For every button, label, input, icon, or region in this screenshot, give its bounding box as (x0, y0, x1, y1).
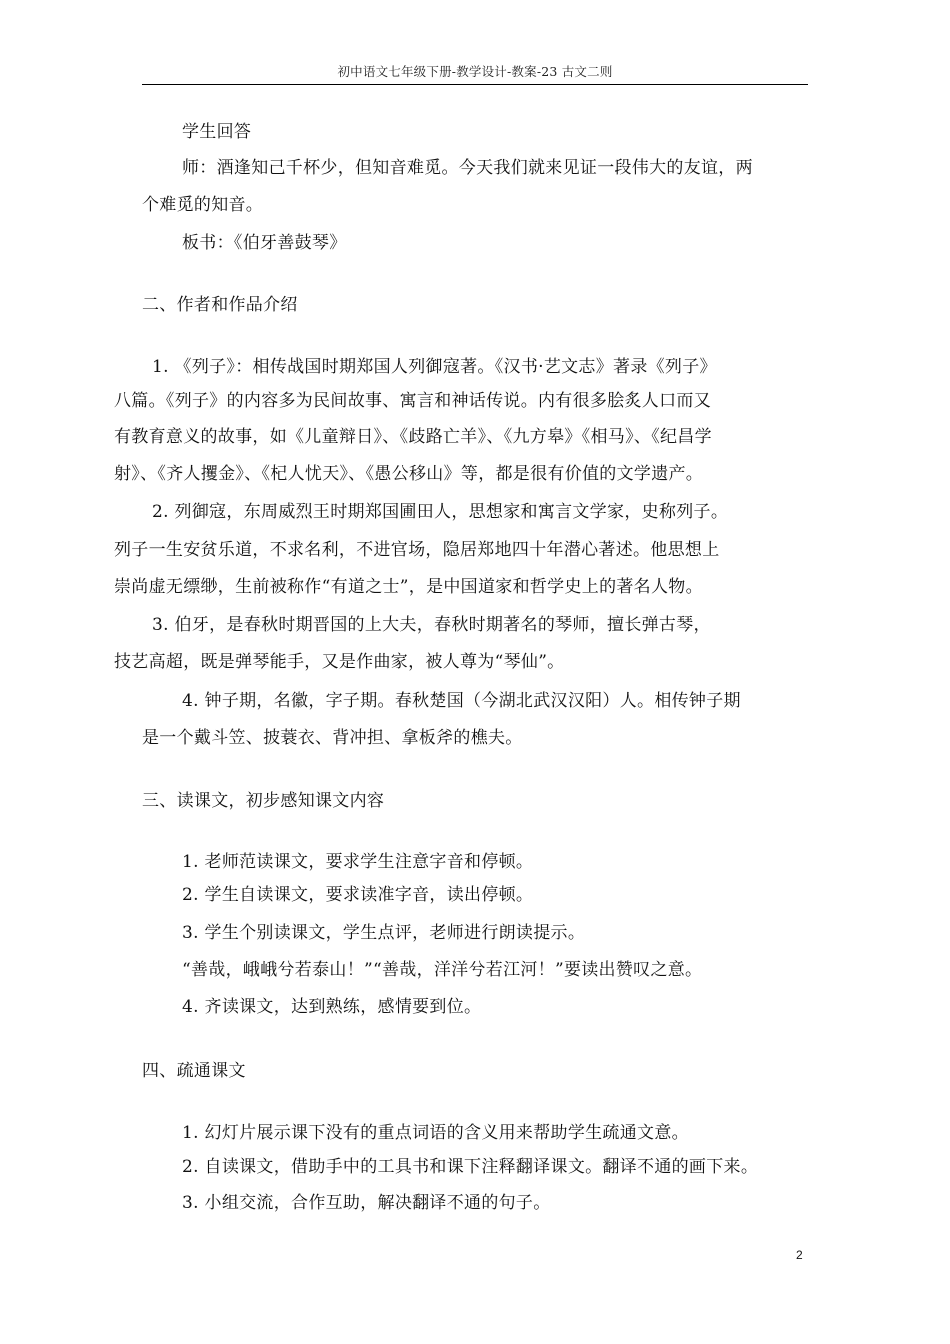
text-line-quote: “善哉，峨峨兮若泰山！”“善哉，洋洋兮若江河！”要读出赞叹之意。 (182, 960, 703, 980)
page-number: 2 (796, 1248, 803, 1262)
section-heading-author-works: 二、作者和作品介绍 (142, 295, 298, 315)
text-line-zhongziqi-2: 是一个戴斗笠、披蓑衣、背冲担、拿板斧的樵夫。 (142, 728, 523, 748)
text-line-student-answer: 学生回答 (182, 122, 252, 142)
text-line-liezi-2: 八篇。《列子》的内容多为民间故事、寓言和神话传说。内有很多脍炙人口而又 (114, 391, 711, 411)
list-item-understanding-3: 3. 小组交流，合作互助，解决翻译不通的句子。 (182, 1193, 551, 1213)
list-item-reading-3: 3. 学生个别读课文，学生点评，老师进行朗读提示。 (182, 923, 586, 943)
text-line-lieyukou-2: 列子一生安贫乐道，不求名利，不进官场，隐居郑地四十年潜心著述。他思想上 (114, 540, 720, 560)
text-line-lieyukou-3: 崇尚虚无缥缈，生前被称作“有道之士”，是中国道家和哲学史上的著名人物。 (114, 577, 703, 597)
text-line-liezi-4: 射》、《齐人攫金》、《杞人忧天》、《愚公移山》等，都是很有价值的文学遗产。 (114, 464, 704, 484)
header-rule (142, 84, 808, 85)
text-line-boya-2: 技艺高超，既是弹琴能手，又是作曲家，被人尊为“琴仙”。 (114, 652, 565, 672)
text-line-liezi-3: 有教育意义的故事，如《儿童辩日》、《歧路亡羊》、《九方皋》《相马》、《纪昌学 (114, 427, 712, 447)
running-header: 初中语文七年级下册-教学设计-教案-23 古文二则 (337, 64, 613, 79)
list-item-reading-2: 2. 学生自读课文，要求读准字音，读出停顿。 (182, 885, 534, 905)
list-item-understanding-2: 2. 自读课文，借助手中的工具书和课下注释翻译课文。翻译不通的画下来。 (182, 1157, 759, 1177)
section-heading-understanding: 四、疏通课文 (142, 1061, 246, 1081)
list-item-reading-1: 1. 老师范读课文，要求学生注意字音和停顿。 (182, 852, 534, 872)
text-line-zhongziqi-1: 4. 钟子期，名徽，字子期。春秋楚国（今湖北武汉汉阳）人。相传钟子期 (182, 691, 741, 711)
text-line-board-title: 板书：《伯牙善鼓琴》 (182, 233, 347, 253)
section-heading-reading: 三、读课文，初步感知课文内容 (142, 791, 385, 811)
list-item-understanding-1: 1. 幻灯片展示课下没有的重点词语的含义用来帮助学生疏通文意。 (182, 1123, 689, 1143)
text-line-liezi-1: 1. 《列子》：相传战国时期郑国人列御寇著。《汉书·艺文志》著录《列子》 (152, 357, 717, 377)
text-line-teacher-intro-cont: 个难觅的知音。 (142, 195, 264, 215)
text-line-teacher-intro: 师：酒逢知己千杯少，但知音难觅。今天我们就来见证一段伟大的友谊，两 (182, 158, 753, 178)
text-line-lieyukou-1: 2. 列御寇，东周威烈王时期郑国圃田人，思想家和寓言文学家，史称列子。 (152, 502, 729, 522)
list-item-reading-4: 4. 齐读课文，达到熟练，感情要到位。 (182, 997, 482, 1017)
text-line-boya-1: 3. 伯牙，是春秋时期晋国的上大夫，春秋时期著名的琴师，擅长弹古琴， (152, 615, 711, 635)
